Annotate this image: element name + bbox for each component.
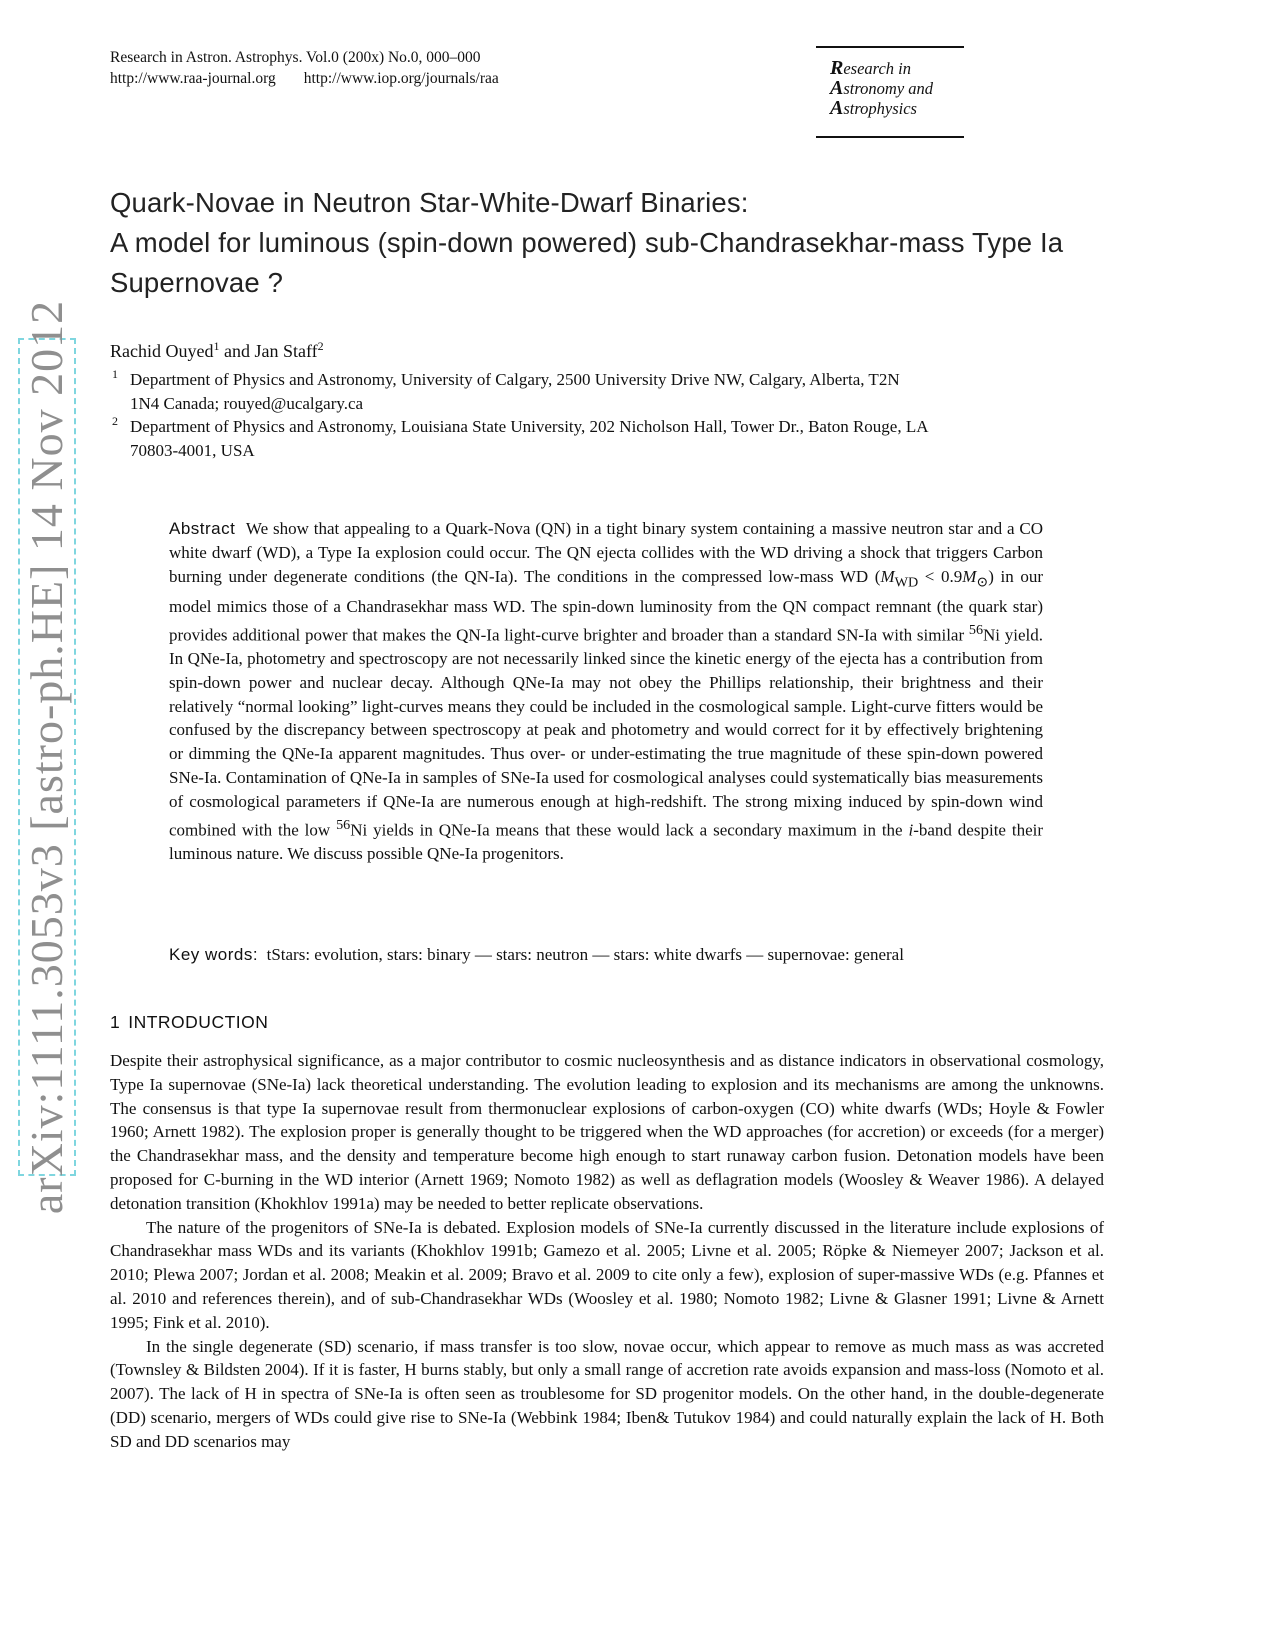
abstract-text: We show that appealing to a Quark-Nova (QN) in a tight binary system containing a massive neutron star and a CO white dwarf (WD), a Type Ia explosion could occur. The QN ejecta collides with the WD driving a shock that triggers Carbon burning under degenerate conditions (the QN-Ia). The conditions in the compressed low-mass WD (	[169, 519, 1043, 586]
affiliation-text: 1N4 Canada; rouyed@ucalgary.ca	[130, 394, 364, 413]
paragraph: Despite their astrophysical significance, as a major contributor to cosmic nucleosynthesis and as distance indicators in observational cosmology, Type Ia supernovae (SNe-Ia) lack theoretical understanding. The evolution leading to explosion and its mechanisms are among the unknowns. The consensus is that type Ia supernovae result from thermonuclear explosions of carbon-oxygen (CO) white dwarfs (WDs; Hoyle & Fowler 1960; Arnett 1982). The explosion proper is generally thought to be triggered when the WD approaches (for accretion) or exceeds (for a merger) the Chandrasekhar mass, and the density and temperature become high enough to start runaway carbon fusion. Detonation models have been proposed for C-burning in the WD interior (Arnett 1969; Nomoto 1982) as well as deflagration models (Woosley & Weaver 1986). A delayed detonation transition (Khokhlov 1991a) may be needed to better replicate observations.	[110, 1051, 1104, 1213]
journal-volume: Research in Astron. Astrophys. Vol.0 (200x) No.0, 000–000	[110, 49, 481, 66]
math-text: < 0.9	[918, 566, 963, 586]
paragraph: In the single degenerate (SD) scenario, if mass transfer is too slow, novae occur, which appear to remove as much mass as was accreted (Townsley & Bildsten 2004). If it is faster, H burns stably, but only a small range of accretion rate avoids expansion and mass-loss (Nomoto et al. 2007). The lack of H in spectra of SNe-Ia is often seen as troublesome for SD progenitor models. On the other hand, in the double-degenerate (DD) scenario, mergers of WDs could give rise to SNe-Ia (Webbink 1984; Iben& Tutukov 1984) and could naturally explain the lack of H. Both SD and DD scenarios may	[110, 1336, 1104, 1451]
keywords	[169, 943, 1043, 967]
journal-url-2[interactable]: http://www.iop.org/journals/raa	[303, 70, 499, 87]
math-symbol: M	[962, 566, 977, 586]
abstract-text: Ni yields in QNe-Ia means that these would lack a secondary maximum in the	[350, 820, 909, 840]
abstract-text: -band despite their luminous nature. We discuss possible QNe-Ia progenitors.	[169, 820, 1044, 864]
math-symbol: M	[880, 566, 895, 586]
section-number: 1	[110, 1012, 121, 1032]
section-heading	[110, 1010, 268, 1034]
affiliation-1	[110, 368, 1110, 416]
arxiv-stamp[interactable]	[18, 299, 76, 1215]
journal-citation	[110, 47, 499, 89]
keywords-label: Key words:	[169, 945, 259, 964]
affiliation-number: 2	[112, 414, 118, 428]
title-line-2: A model for luminous (spin-down powered) sub-Chandrasekhar-mass Type Ia	[110, 227, 1064, 258]
arxiv-identifier: arXiv:1111.3053v3 [astro-ph.HE] 14 Nov 2012	[21, 299, 72, 1215]
introduction-body	[110, 1049, 1104, 1454]
math-symbol: i	[908, 820, 914, 840]
affiliation-text: 70803-4001, USA	[130, 441, 255, 460]
abstract-label: Abstract	[169, 519, 236, 538]
author-name: Rachid Ouyed	[110, 341, 214, 361]
journal-url-1[interactable]: http://www.raa-journal.org	[110, 70, 276, 87]
isotope-superscript: 56	[968, 621, 984, 638]
logo-line-1: Research in	[830, 57, 912, 79]
keywords-text: tStars: evolution, stars: binary — stars: neutron — stars: white dwarfs — supernovae: general	[266, 945, 904, 964]
affiliation-2	[110, 415, 1110, 463]
abstract-text: Ni yield. In QNe-Ia, photometry and spectroscopy are not necessarily linked since the kinetic energy of the ejecta has a contribution from spin-down power and nuclear decay. Although QNe-Ia may not obey the Phillips relationship, their brightness and their relatively “normal looking” light-curves means they could be included in the cosmological sample. Light-curve fitters would be confused by the discrepancy between spectroscopy at peak and photometry and would correct for it by effectively brightening or dimming the QNe-Ia apparent magnitudes. Thus over- or under-estimating the true magnitude of these spin-down powered SNe-Ia. Contamination of QNe-Ia in samples of SNe-Ia used for cosmological analyses could systematically bias measurements of cosmological parameters if QNe-Ia are numerous enough at high-redshift. The strong mixing induced by spin-down wind combined with the low	[169, 625, 1044, 840]
author-conjunction: and	[219, 341, 255, 361]
paper-title	[110, 183, 1170, 303]
author-affiliation-mark: 1	[213, 339, 220, 353]
abstract-text: ) in our model mimics those of a Chandrasekhar mass WD. The spin-down luminosity from the QN compact remnant (the quark star) provides additional power that makes the QN-Ia light-curve brighter and broader than a standard SN-Ia with similar	[169, 566, 1043, 645]
section-title: INTRODUCTION	[128, 1012, 269, 1032]
paragraph: The nature of the progenitors of SNe-Ia is debated. Explosion models of SNe-Ia currently discussed in the literature include explosions of Chandrasekhar mass WDs and its variants (Khokhlov 1991b; Gamezo et al. 2005; Livne et al. 2005; Röpke & Niemeyer 2007; Jackson et al. 2010; Plewa 2007; Jordan et al. 2008; Meakin et al. 2009; Bravo et al. 2009 to cite only a few), explosion of super-massive WDs (e.g. Pfannes et al. 2010 and references therein), and of sub-Chandrasekhar WDs (Woosley et al. 1980; Nomoto 1982; Livne & Glasner 1991; Livne & Arnett 1995; Fink et al. 2010).	[110, 1217, 1104, 1332]
isotope-superscript: 56	[336, 816, 351, 833]
math-subscript: WD	[894, 573, 919, 590]
author-list	[110, 334, 324, 363]
journal-logo	[816, 46, 964, 138]
author-affiliation-mark: 2	[317, 339, 324, 353]
abstract	[169, 517, 1043, 866]
title-line-1: Quark-Novae in Neutron Star-White-Dwarf Binaries:	[110, 187, 749, 218]
logo-line-3: Astrophysics	[830, 97, 917, 119]
author-name: Jan Staff	[254, 341, 318, 361]
affiliation-number: 1	[112, 367, 118, 381]
math-subscript: ⊙	[976, 573, 989, 590]
logo-line-2: Astronomy and	[830, 77, 934, 99]
title-line-3: Supernovae ?	[110, 267, 284, 298]
affiliation-text: Department of Physics and Astronomy, Louisiana State University, 202 Nicholson Hall, Tower Dr., Baton Rouge, LA	[130, 417, 929, 436]
affiliation-text: Department of Physics and Astronomy, University of Calgary, 2500 University Drive NW, Calgary, Alberta, T2N	[130, 370, 900, 389]
